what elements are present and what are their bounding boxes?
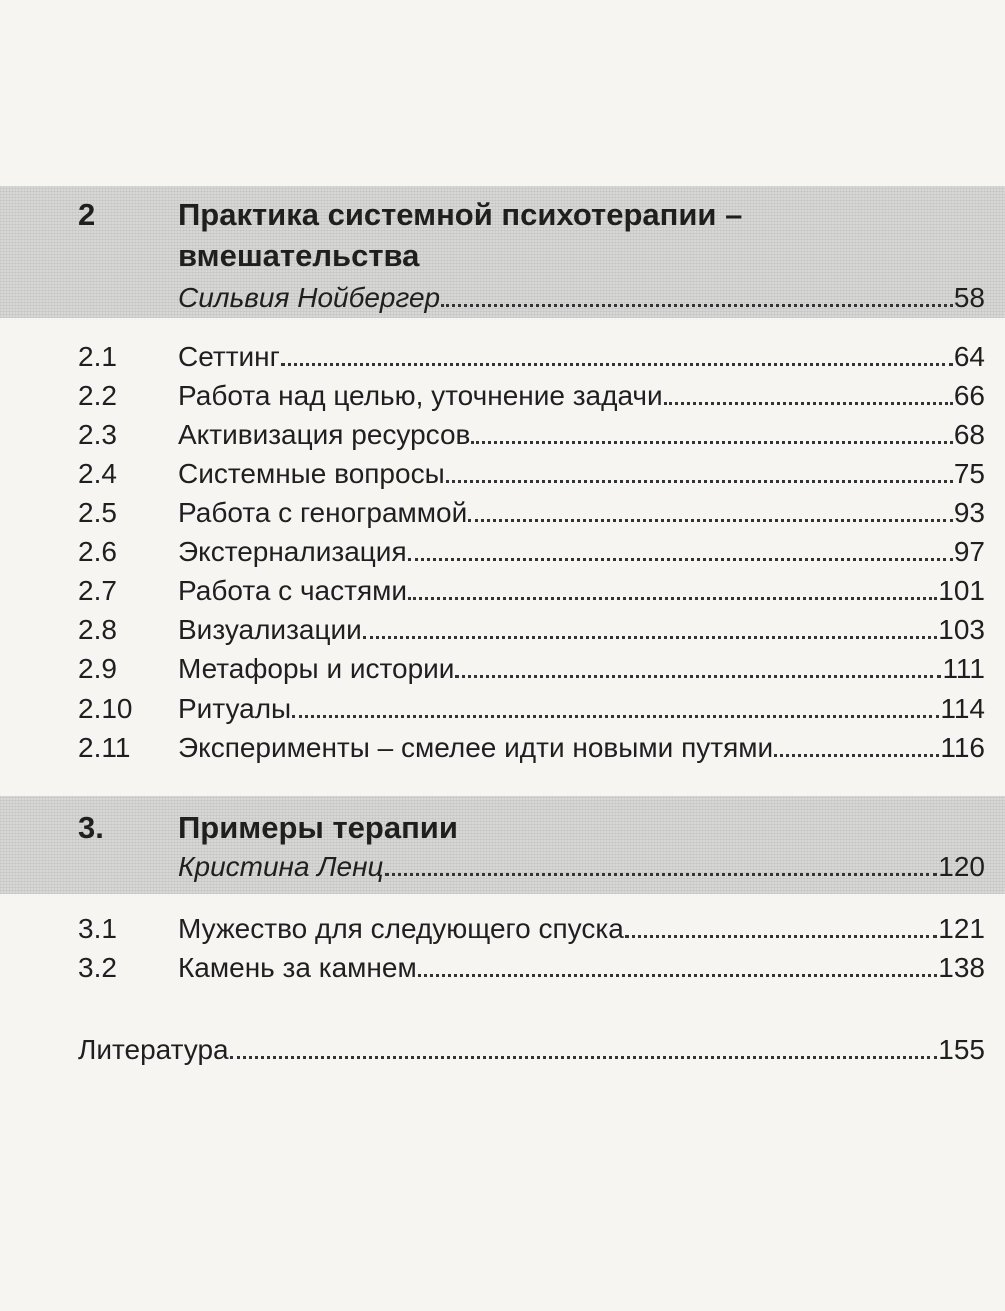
dot-leader	[385, 873, 938, 876]
page-number: 66	[953, 380, 985, 411]
entry-title: Работа над целью, уточнение задачи	[178, 380, 663, 411]
page-number: 138	[938, 952, 985, 983]
dot-leader	[774, 754, 939, 757]
section-number: 3.	[78, 810, 104, 845]
dot-leader	[446, 480, 953, 483]
dot-leader	[230, 1056, 938, 1059]
entry-title: Мужество для следующего спуска	[178, 913, 624, 944]
entry-title: Активизация ресурсов	[178, 419, 471, 450]
page-number: 120	[938, 851, 985, 882]
section-author-row[interactable]	[178, 281, 985, 315]
entry-title: Сеттинг	[178, 341, 280, 372]
toc-entry[interactable]	[178, 912, 985, 946]
dot-leader	[408, 558, 953, 561]
entry-title: Ритуалы	[178, 693, 292, 724]
entry-title: Системные вопросы	[178, 458, 445, 489]
toc-entry[interactable]	[178, 731, 985, 765]
entry-number: 2.3	[78, 419, 117, 450]
section-title-continued: вмешательства	[178, 238, 420, 273]
toc-entry[interactable]	[178, 535, 985, 569]
page-number: 103	[938, 614, 985, 645]
page-number: 64	[953, 341, 985, 372]
section-title: Примеры терапии	[178, 810, 458, 845]
page-number: 101	[938, 575, 985, 606]
dot-leader	[468, 519, 953, 522]
entry-title: Эксперименты – смелее идти новыми путями	[178, 732, 774, 763]
toc-entry[interactable]	[178, 340, 985, 374]
entry-title: Экстернализация	[178, 536, 407, 567]
dot-leader	[455, 675, 941, 678]
entry-number: 2.8	[78, 614, 117, 645]
dot-leader	[625, 935, 938, 938]
entry-title: Метафоры и истории	[178, 653, 455, 684]
section-title: Практика системной психотерапии –	[178, 197, 743, 232]
toc-entry[interactable]	[178, 574, 985, 608]
entry-number: 2.11	[78, 732, 131, 763]
toc-entry[interactable]	[178, 951, 985, 985]
page-number: 58	[953, 282, 985, 313]
entry-number: 3.1	[78, 913, 117, 944]
entry-number: 2.4	[78, 458, 117, 489]
entry-number: 2.10	[78, 693, 133, 724]
page-number: 111	[942, 653, 985, 684]
dot-leader	[363, 636, 937, 639]
entry-title: Работа с частями	[178, 575, 407, 606]
toc-entry-literature[interactable]	[78, 1033, 985, 1067]
toc-entry[interactable]	[178, 496, 985, 530]
page-number: 75	[953, 458, 985, 489]
section-author-row[interactable]	[178, 850, 985, 884]
section-author: Сильвия Нойбергер	[178, 282, 441, 313]
dot-leader	[471, 441, 952, 444]
entry-title: Камень за камнем	[178, 952, 417, 983]
toc-entry[interactable]	[178, 692, 985, 726]
page-number: 116	[940, 732, 985, 763]
toc-entry[interactable]	[178, 457, 985, 491]
toc-entry[interactable]	[178, 379, 985, 413]
entry-number: 2.5	[78, 497, 117, 528]
section-author: Кристина Ленц	[178, 851, 384, 882]
page-number: 93	[953, 497, 985, 528]
dot-leader	[418, 974, 938, 977]
dot-leader	[664, 402, 953, 405]
dot-leader	[408, 597, 937, 600]
dot-leader	[281, 363, 953, 366]
entry-number: 2.7	[78, 575, 117, 606]
page-number: 121	[938, 913, 985, 944]
section-number: 2	[78, 197, 96, 232]
toc-entry[interactable]	[178, 418, 985, 452]
page-number: 68	[953, 419, 985, 450]
entry-number: 2.9	[78, 653, 117, 684]
page-number: 155	[938, 1034, 985, 1065]
entry-number: 2.2	[78, 380, 117, 411]
toc-entry[interactable]	[178, 613, 985, 647]
entry-number: 2.6	[78, 536, 117, 567]
entry-title: Работа с генограммой	[178, 497, 468, 528]
dot-leader	[292, 715, 939, 718]
page-number: 114	[940, 693, 985, 724]
toc-entry[interactable]	[178, 652, 985, 686]
page-number: 97	[953, 536, 985, 567]
entry-title: Литература	[78, 1034, 229, 1065]
entry-number: 2.1	[78, 341, 117, 372]
entry-title: Визуализации	[178, 614, 362, 645]
entry-number: 3.2	[78, 952, 117, 983]
dot-leader	[441, 304, 953, 307]
